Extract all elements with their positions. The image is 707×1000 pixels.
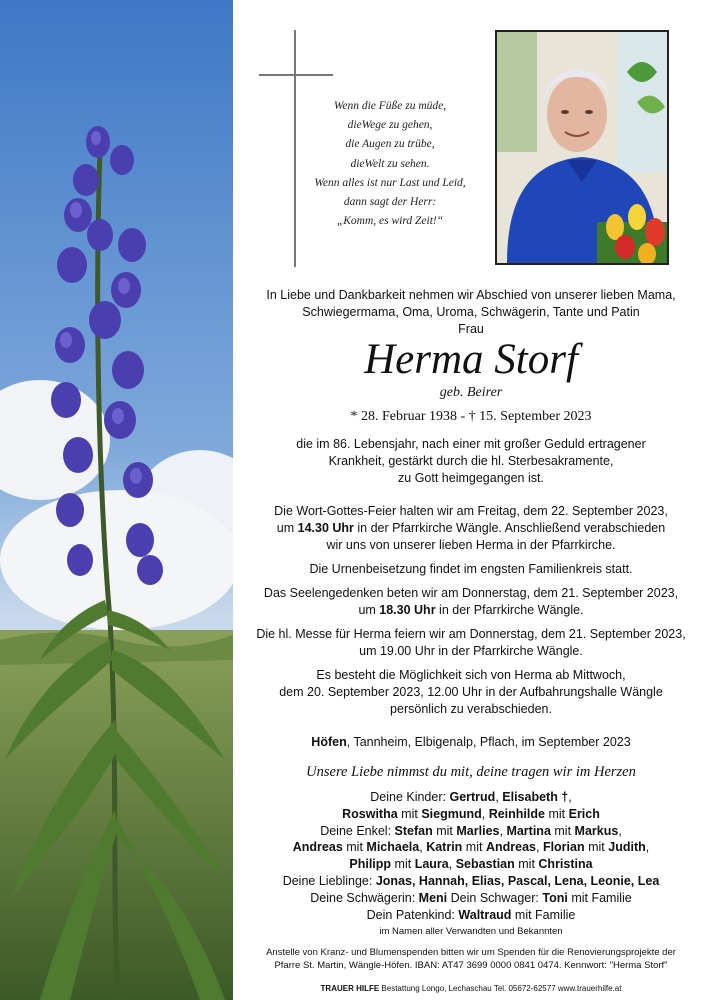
relatives-line: im Namen aller Verwandten und Bekannten bbox=[379, 926, 563, 938]
intro-line: Frau bbox=[458, 322, 484, 336]
portrait-photo bbox=[495, 30, 669, 265]
deceased-name: Herma Storf bbox=[364, 336, 578, 383]
intro-line: In Liebe und Dankbarkeit nehmen wir Abschied von unserer lieben Mama, bbox=[266, 288, 676, 302]
donation-line: Pfarre St. Martin, Wängle-Höfen. IBAN: AT47 3699 0000 0841 0474. Kennwort: "Herma Storf" bbox=[274, 960, 668, 971]
death-notice-line: zu Gott heimgegangen ist. bbox=[398, 471, 544, 485]
poem-line: Wenn die Füße zu müde, bbox=[333, 100, 447, 112]
ceremony-line: wir uns von unserer lieben Herma in der Pfarrkirche. bbox=[326, 538, 616, 552]
viewing-info bbox=[244, 667, 698, 718]
grandchildren-line: Andreas mit Michaela, Katrin mit Andreas, Florian mit Judith, bbox=[292, 840, 650, 855]
ceremony-line: um 14.30 Uhr in der Pfarrkirche Wängle. Anschließend verabschieden bbox=[276, 521, 666, 535]
urn-burial-info: Die Urnenbeisetzung findet im engsten Familienkreis statt. bbox=[309, 562, 633, 576]
grandchildren-line: Deine Enkel: Stefan mit Marlies, Martina mit Markus, bbox=[320, 823, 622, 838]
children-line: Roswitha mit Siegmund, Reinhilde mit Erich bbox=[342, 806, 600, 821]
place-and-date: Höfen, Tannheim, Elbigenalp, Pflach, im September 2023 bbox=[311, 735, 631, 749]
life-dates: * 28. Februar 1938 - † 15. September 2023 bbox=[350, 409, 592, 424]
donation-request bbox=[244, 946, 698, 972]
viewing-line: Es besteht die Möglichkeit sich von Herma ab Mittwoch, bbox=[316, 668, 626, 682]
intro-line: Schwiegermama, Oma, Uroma, Schwägerin, Tante und Patin bbox=[302, 305, 640, 319]
viewing-line: persönlich zu verabschieden. bbox=[390, 702, 552, 716]
mass-line: Die hl. Messe für Herma feiern wir am Donnerstag, dem 21. September 2023, bbox=[256, 627, 686, 641]
mass-line: um 19.00 Uhr in der Pfarrkirche Wängle. bbox=[359, 644, 583, 658]
death-notice bbox=[244, 436, 698, 487]
poem-line: dieWege zu gehen, bbox=[347, 119, 433, 132]
death-notice-line: Krankheit, gestärkt durch die hl. Sterbesakramente, bbox=[328, 454, 614, 468]
ceremony-info bbox=[244, 503, 698, 554]
ceremony-line: Die Wort-Gottes-Feier halten wir am Freitag, dem 22. September 2023, bbox=[274, 504, 668, 518]
death-notice-line: die im 86. Lebensjahr, nach einer mit großer Geduld ertragener bbox=[296, 437, 646, 451]
children-line: Deine Kinder: Gertrud, Elisabeth †, bbox=[370, 790, 572, 804]
mass-info bbox=[244, 626, 698, 660]
intro-text bbox=[244, 287, 698, 338]
great-grandchildren-line: Deine Lieblinge: Jonas, Hannah, Elias, Pascal, Lena, Leonie, Lea bbox=[282, 873, 660, 888]
footer bbox=[244, 983, 698, 994]
poem-line: Wenn alles ist nur Last und Leid, bbox=[314, 176, 466, 189]
remembrance-line: Das Seelengedenken beten wir am Donnerstag, dem 21. September 2023, bbox=[263, 586, 679, 600]
in-laws-line: Deine Schwägerin: Meni Dein Schwager: Toni mit Familie bbox=[310, 890, 632, 905]
viewing-line: dem 20. September 2023, 12.00 Uhr in der Aufbahrungshalle Wängle bbox=[279, 685, 663, 699]
monkshood-flower-photo bbox=[0, 0, 233, 1000]
remembrance-line: um 18.30 Uhr in der Pfarrkirche Wängle. bbox=[358, 603, 584, 617]
footer-brand: TRAUER HILFE bbox=[320, 984, 380, 993]
grandchildren-line: Philipp mit Laura, Sebastian mit Christina bbox=[349, 857, 593, 872]
motto: Unsere Liebe nimmst du mit, deine tragen wir im Herzen bbox=[306, 764, 636, 780]
remembrance-info bbox=[244, 585, 698, 619]
birth-name: geb. Beirer bbox=[439, 385, 503, 400]
godchild-line: Dein Patenkind: Waltraud mit Familie bbox=[366, 907, 576, 922]
poem-line: dann sagt der Herr: bbox=[343, 196, 437, 209]
poem-line: die Augen zu trübe, bbox=[345, 138, 435, 151]
donation-line: Anstelle von Kranz- und Blumenspenden bitten wir um Spenden für die Renovierungsprojekte der bbox=[266, 947, 676, 958]
family-list bbox=[244, 789, 698, 938]
poem-line: „Komm, es wird Zeit!“ bbox=[336, 215, 444, 228]
poem-line: dieWelt zu sehen. bbox=[350, 157, 430, 170]
footer-text: Bestattung Longo, Lechaschau Tel. 05672-62577 www.trauerhilfe.at bbox=[379, 984, 622, 993]
poem bbox=[300, 97, 480, 231]
